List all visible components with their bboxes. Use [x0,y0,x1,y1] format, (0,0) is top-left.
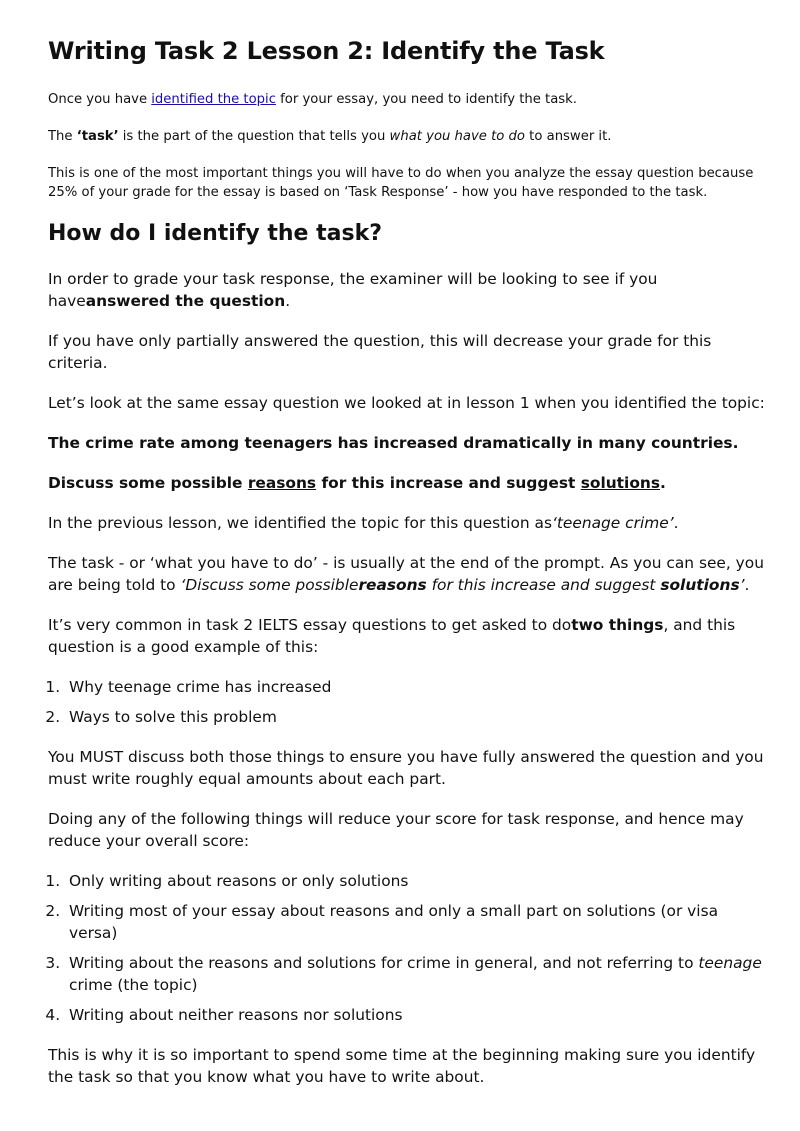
list-text: Writing about the reasons and solutions for crime in general, and not referring to [69,953,699,972]
italic-text: ‘Discuss some possible [180,575,359,594]
body-text: . [744,575,750,594]
intro-paragraph-2 [48,127,770,146]
italic-text: for this increase and suggest [426,575,661,594]
body-text: The task - or ‘what you have to do’ - is usually at the end of the prompt. As you can see, you are being told to [48,553,764,594]
identified-topic-link[interactable]: identified the topic [151,92,276,107]
body-paragraph-5 [48,552,770,596]
body-paragraph-7: You MUST discuss both those things to ensure you have fully answered the question and you must write roughly equal amounts about each part. [48,747,764,788]
body-text: . [673,513,679,532]
intro-text: is the part of the question that tells you [118,129,390,144]
body-paragraph-6 [48,614,770,658]
body-text: It’s very common in task 2 IELTS essay questions to get asked to do [48,615,572,634]
list-item: 2. Ways to solve this problem [65,706,770,728]
list-text: crime (the topic) [69,975,198,994]
body-paragraph-1 [48,268,770,312]
intro-text: Once you have [48,92,152,107]
list-item: 2. Writing most of your essay about reasons and only a small part on solutions (or visa versa) [65,900,770,944]
question-keyword-reasons: reasons [247,473,317,492]
task-parts-list [48,676,770,728]
body-paragraph-8: Doing any of the following things will reduce your score for task response, and hence may reduce your overall score: [48,809,744,850]
bold-text: answered the question [85,291,286,310]
intro-text: to answer it. [524,129,612,144]
list-item: 1. Only writing about reasons or only solutions [65,870,770,892]
question-keyword-solutions: solutions [580,473,661,492]
essay-question-line-2 [48,472,770,494]
list-item: 4. Writing about neither reasons nor solutions [65,1004,770,1026]
body-text: . [285,291,291,310]
question-text: for this increase and suggest [316,473,581,492]
emphasis-text: what you have to do [389,129,525,144]
bold-text: two things [571,615,664,634]
italic-text: teenage [698,953,762,972]
topic-text: ‘teenage crime’ [551,513,674,532]
essay-question-line-1 [48,432,770,454]
body-text: In order to grade your task response, the examiner will be looking to see if you have [48,269,658,310]
bold-italic-text: reasons [358,575,427,594]
body-text: , and this question is a good example of this: [48,615,736,656]
question-text: Discuss some possible [48,473,248,492]
intro-text: for your essay, you need to identify the task. [275,92,577,107]
question-text: The crime rate among teenagers has increased dramatically in many countries. [48,433,739,452]
body-text: In the previous lesson, we identified the topic for this question as [48,513,552,532]
page-title: Writing Task 2 Lesson 2: Identify the Task [48,37,605,65]
body-paragraph-9: This is why it is so important to spend some time at the beginning making sure you identify the task so that you know what you have to write about. [48,1045,756,1086]
intro-text: The [48,129,77,144]
body-paragraph-4 [48,512,770,534]
intro-paragraph-3: This is one of the most important things you will have to do when you analyze the essay question because 25% of your grade for the essay is based on ‘Task Response’ - how you have responded to the task. [48,166,754,200]
intro-paragraph-1 [48,90,770,109]
body-paragraph-3: Let’s look at the same essay question we looked at in lesson 1 when you identified the topic: [48,393,765,412]
section-heading: How do I identify the task? [48,221,382,246]
body-paragraph-2: If you have only partially answered the question, this will decrease your grade for this criteria. [48,331,712,372]
score-reduction-list [48,870,770,1026]
question-text: . [660,473,666,492]
task-term: ‘task’ [76,129,119,144]
list-item [65,952,770,996]
italic-text: ’ [739,575,745,594]
bold-italic-text: solutions [660,575,740,594]
list-item: 1. Why teenage crime has increased [65,676,770,698]
